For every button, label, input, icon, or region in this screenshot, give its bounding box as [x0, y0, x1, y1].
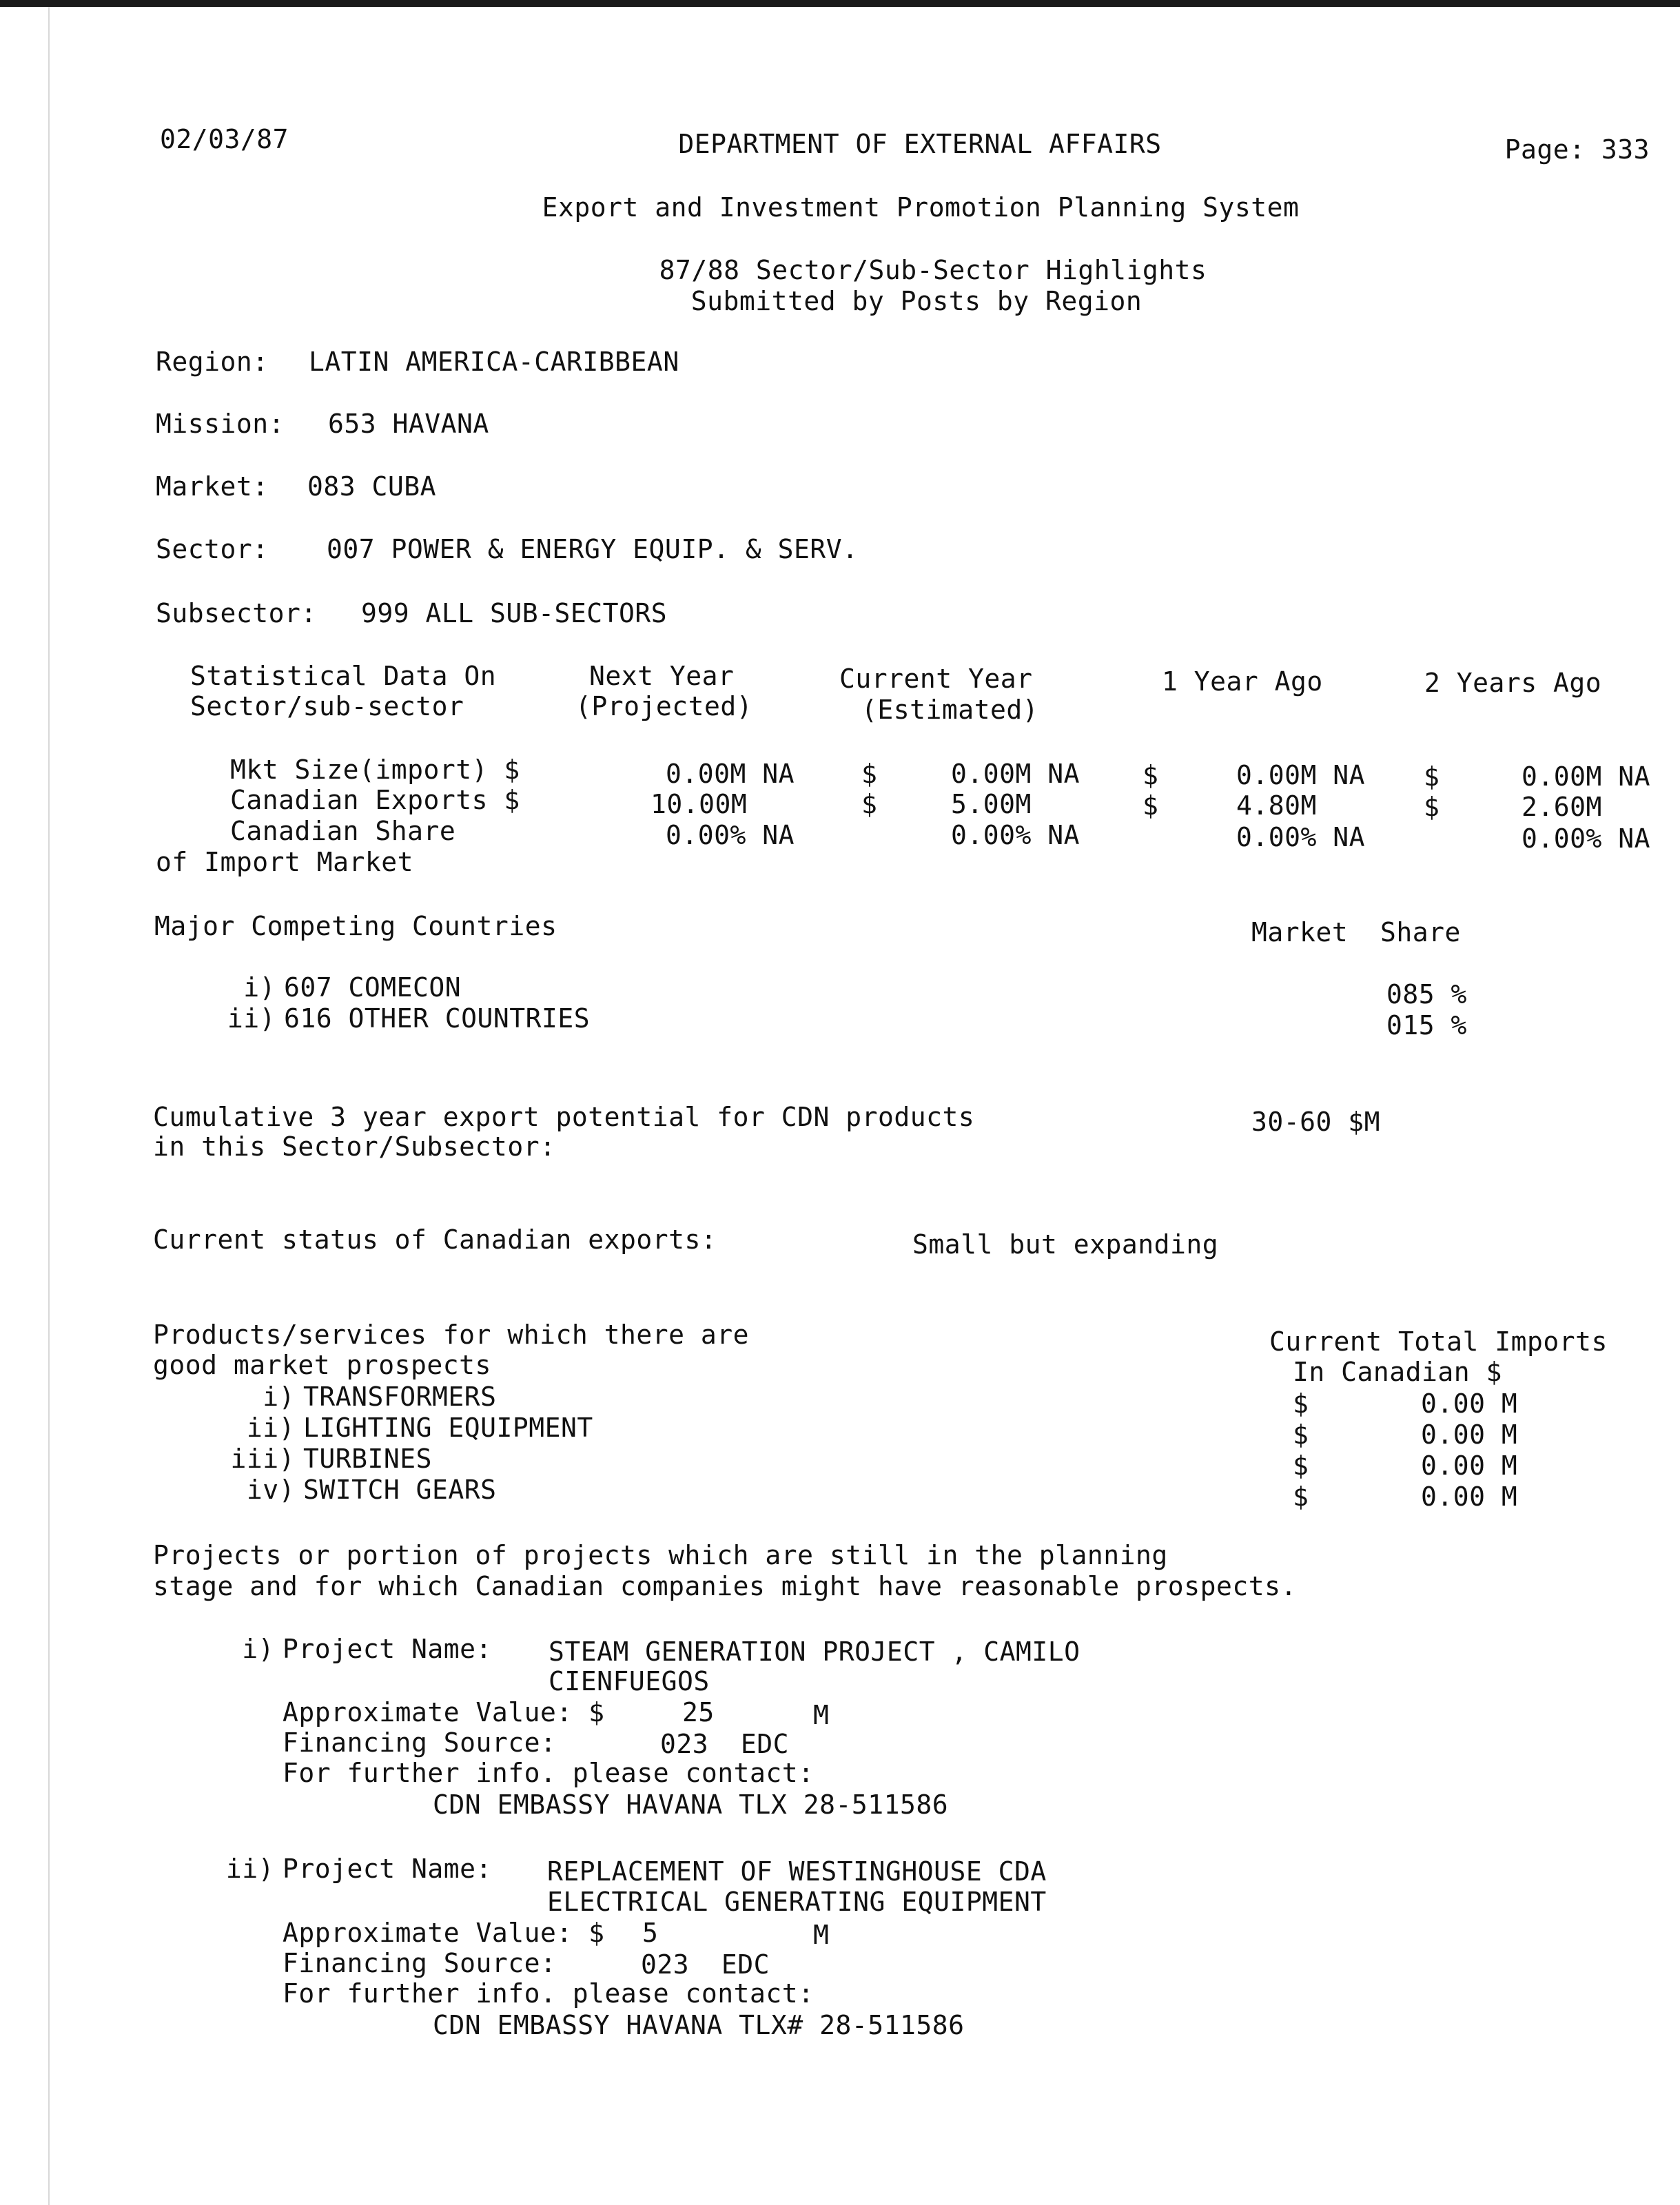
stats-cell: 2.60M: [1522, 792, 1602, 822]
product-currency: $: [1293, 1450, 1309, 1481]
stats-cell: 0.00M NA: [1236, 760, 1366, 790]
stats-cell: 0.00% NA: [1522, 823, 1651, 854]
stats-cell: 0.00M NA: [951, 759, 1080, 789]
report-title: 87/88 Sector/Sub-Sector Highlights: [659, 255, 1207, 285]
project-contact: CDN EMBASSY HAVANA TLX# 28-511586: [433, 2010, 965, 2040]
project-financing-label: Financing Source:: [283, 1948, 557, 1978]
product-import-value: 0.00 M: [1421, 1481, 1518, 1512]
product-number: i): [263, 1382, 295, 1412]
project-value-label: Approximate Value: $: [283, 1918, 605, 1948]
product-import-value: 0.00 M: [1421, 1419, 1518, 1450]
stats-cell: 0.00% NA: [666, 820, 795, 850]
stats-cell: 0.00M NA: [1522, 761, 1651, 792]
project-number: i): [242, 1634, 274, 1664]
product-name: LIGHTING EQUIPMENT: [303, 1413, 593, 1443]
mission-value: 653 HAVANA: [328, 409, 489, 439]
department-name: DEPARTMENT OF EXTERNAL AFFAIRS: [678, 129, 1162, 159]
product-number: iv): [246, 1475, 295, 1505]
col-two-years-ago: 2 Years Ago: [1424, 668, 1602, 698]
project-value: 25: [682, 1697, 715, 1727]
competitor-number: ii): [227, 1003, 276, 1034]
project-name-cont: CIENFUEGOS: [549, 1666, 710, 1696]
sector-value: 007 POWER & ENERGY EQUIP. & SERV.: [327, 534, 859, 564]
potential-label-2: in this Sector/Subsector:: [153, 1131, 556, 1162]
project-number: ii): [225, 1854, 274, 1884]
report-date: 02/03/87: [160, 124, 289, 154]
stats-cell: 5.00M: [951, 789, 1032, 819]
system-name: Export and Investment Promotion Planning System: [542, 192, 1300, 223]
product-import-value: 0.00 M: [1421, 1450, 1518, 1481]
sector-label: Sector:: [156, 534, 269, 564]
subsector-label: Subsector:: [156, 598, 317, 628]
project-name: REPLACEMENT OF WESTINGHOUSE CDA: [547, 1856, 1047, 1887]
stats-cell: $: [1424, 792, 1440, 822]
product-number: ii): [246, 1413, 295, 1443]
competitors-title: Major Competing Countries: [154, 911, 557, 941]
subsector-value: 999 ALL SUB-SECTORS: [361, 598, 668, 628]
product-currency: $: [1293, 1388, 1309, 1419]
product-number: iii): [230, 1444, 295, 1474]
col-next-year: Next Year: [589, 661, 735, 691]
stats-label-canadian-share: Canadian Share: [230, 816, 456, 846]
stats-cell: 10.00M: [651, 789, 748, 819]
project-contact: CDN EMBASSY HAVANA TLX 28-511586: [433, 1789, 949, 1820]
project-value-label: Approximate Value: $: [283, 1697, 605, 1727]
project-value-unit: M: [813, 1920, 830, 1950]
project-name-label: Project Name:: [283, 1854, 492, 1884]
project-financing-label: Financing Source:: [283, 1727, 557, 1758]
stats-cell: $: [1424, 761, 1440, 792]
stats-cell: $: [861, 759, 878, 789]
product-name: TRANSFORMERS: [303, 1382, 497, 1412]
scan-margin-line: [48, 7, 50, 2205]
stats-cell: 0.00% NA: [1236, 822, 1366, 852]
stats-row-label-1: Statistical Data On: [190, 661, 497, 691]
potential-value: 30-60 $M: [1251, 1107, 1381, 1137]
col-next-year-sub: (Projected): [575, 691, 753, 721]
competitor-share: 015 %: [1386, 1010, 1467, 1040]
project-name-cont: ELECTRICAL GENERATING EQUIPMENT: [547, 1887, 1047, 1917]
stats-cell: $: [1143, 760, 1159, 790]
stats-label-canadian-exports: Canadian Exports $: [230, 785, 520, 815]
project-value-unit: M: [813, 1700, 830, 1730]
market-value: 083 CUBA: [307, 471, 437, 502]
project-contact-label: For further info. please contact:: [283, 1758, 815, 1788]
region-value: LATIN AMERICA-CARIBBEAN: [309, 347, 679, 377]
stats-cell: 0.00M NA: [666, 759, 795, 789]
competitor-name: 607 COMECON: [284, 972, 462, 1003]
stats-row-label-2: Sector/sub-sector: [190, 691, 464, 721]
market-share-header: Market Share: [1251, 917, 1461, 947]
projects-intro-2: stage and for which Canadian companies might have reasonable prospects.: [153, 1571, 1297, 1601]
market-label: Market:: [156, 471, 269, 502]
project-value: 5: [642, 1918, 659, 1948]
stats-label-import-market: of Import Market: [156, 847, 414, 877]
stats-cell: $: [1143, 790, 1159, 821]
project-financing: 023 EDC: [641, 1949, 770, 1980]
stats-label-mkt-size: Mkt Size(import) $: [230, 755, 520, 785]
col-one-year-ago: 1 Year Ago: [1162, 666, 1323, 697]
col-current-year-sub: (Estimated): [861, 695, 1039, 725]
products-label-1: Products/services for which there are: [153, 1320, 749, 1350]
products-label-2: good market prospects: [153, 1350, 491, 1380]
product-name: SWITCH GEARS: [303, 1475, 497, 1505]
project-contact-label: For further info. please contact:: [283, 1978, 815, 2009]
projects-intro-1: Projects or portion of projects which are still in the planning: [153, 1540, 1168, 1570]
product-currency: $: [1293, 1481, 1309, 1512]
status-label: Current status of Canadian exports:: [153, 1224, 717, 1255]
stats-cell: 0.00% NA: [951, 820, 1080, 850]
project-financing: 023 EDC: [660, 1729, 790, 1759]
competitor-share: 085 %: [1386, 979, 1467, 1009]
imports-header-1: Current Total Imports: [1269, 1326, 1608, 1357]
status-value: Small but expanding: [912, 1229, 1219, 1260]
report-subtitle: Submitted by Posts by Region: [690, 286, 1143, 316]
product-name: TURBINES: [303, 1444, 433, 1474]
imports-header-2: In Canadian $: [1293, 1357, 1502, 1387]
competitor-number: i): [243, 972, 276, 1003]
stats-cell: 4.80M: [1236, 790, 1317, 821]
project-name: STEAM GENERATION PROJECT , CAMILO: [549, 1637, 1080, 1667]
project-name-label: Project Name:: [283, 1634, 492, 1664]
stats-cell: $: [861, 789, 878, 819]
mission-label: Mission:: [156, 409, 285, 439]
potential-label-1: Cumulative 3 year export potential for CDN products: [153, 1102, 975, 1132]
product-currency: $: [1293, 1419, 1309, 1450]
scan-top-edge: [0, 0, 1680, 7]
competitor-name: 616 OTHER COUNTRIES: [284, 1003, 591, 1034]
page-number: Page: 333: [1504, 134, 1650, 165]
region-label: Region:: [156, 347, 269, 377]
product-import-value: 0.00 M: [1421, 1388, 1518, 1419]
col-current-year: Current Year: [839, 664, 1033, 694]
